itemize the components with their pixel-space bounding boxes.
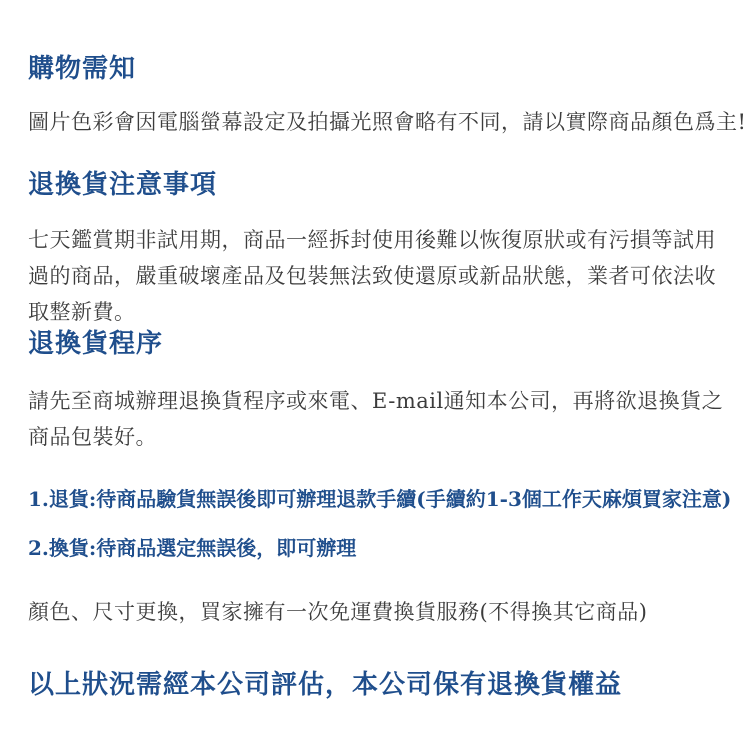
notice-heading: 購物需知 [28, 54, 137, 84]
return-notes-heading: 退換貨注意事項 [28, 170, 218, 200]
exchange-note: 顏色、尺寸更換，買家擁有一次免運費換貨服務(不得換其它商品) [28, 600, 648, 624]
return-process-text: 請先至商城辦理退換貨程序或來電、E-mail通知本公司，再將欲退換貨之商品包裝好。 [28, 389, 724, 449]
notice-text: 圖片色彩會因電腦螢幕設定及拍攝光照會略有不同，請以實際商品顏色爲主! [28, 110, 747, 134]
return-step-refund: 1.退貨:待商品驗貨無誤後即可辦理退款手續(手續約1-3個工作天麻煩買家注意) [28, 487, 732, 511]
return-step-exchange: 2.換貨:待商品選定無誤後，即可辦理 [28, 536, 357, 560]
return-notes-text: 七天鑑賞期非試用期，商品一經拆封使用後難以恢復原狀或有污損等試用過的商品，嚴重破壞產品及包裝無法致使還原或新品狀態，業者可依法收取整新費。 [28, 228, 716, 324]
footer-statement: 以上狀況需經本公司評估，本公司保有退換貨權益 [28, 670, 623, 700]
return-process-heading: 退換貨程序 [28, 329, 164, 359]
